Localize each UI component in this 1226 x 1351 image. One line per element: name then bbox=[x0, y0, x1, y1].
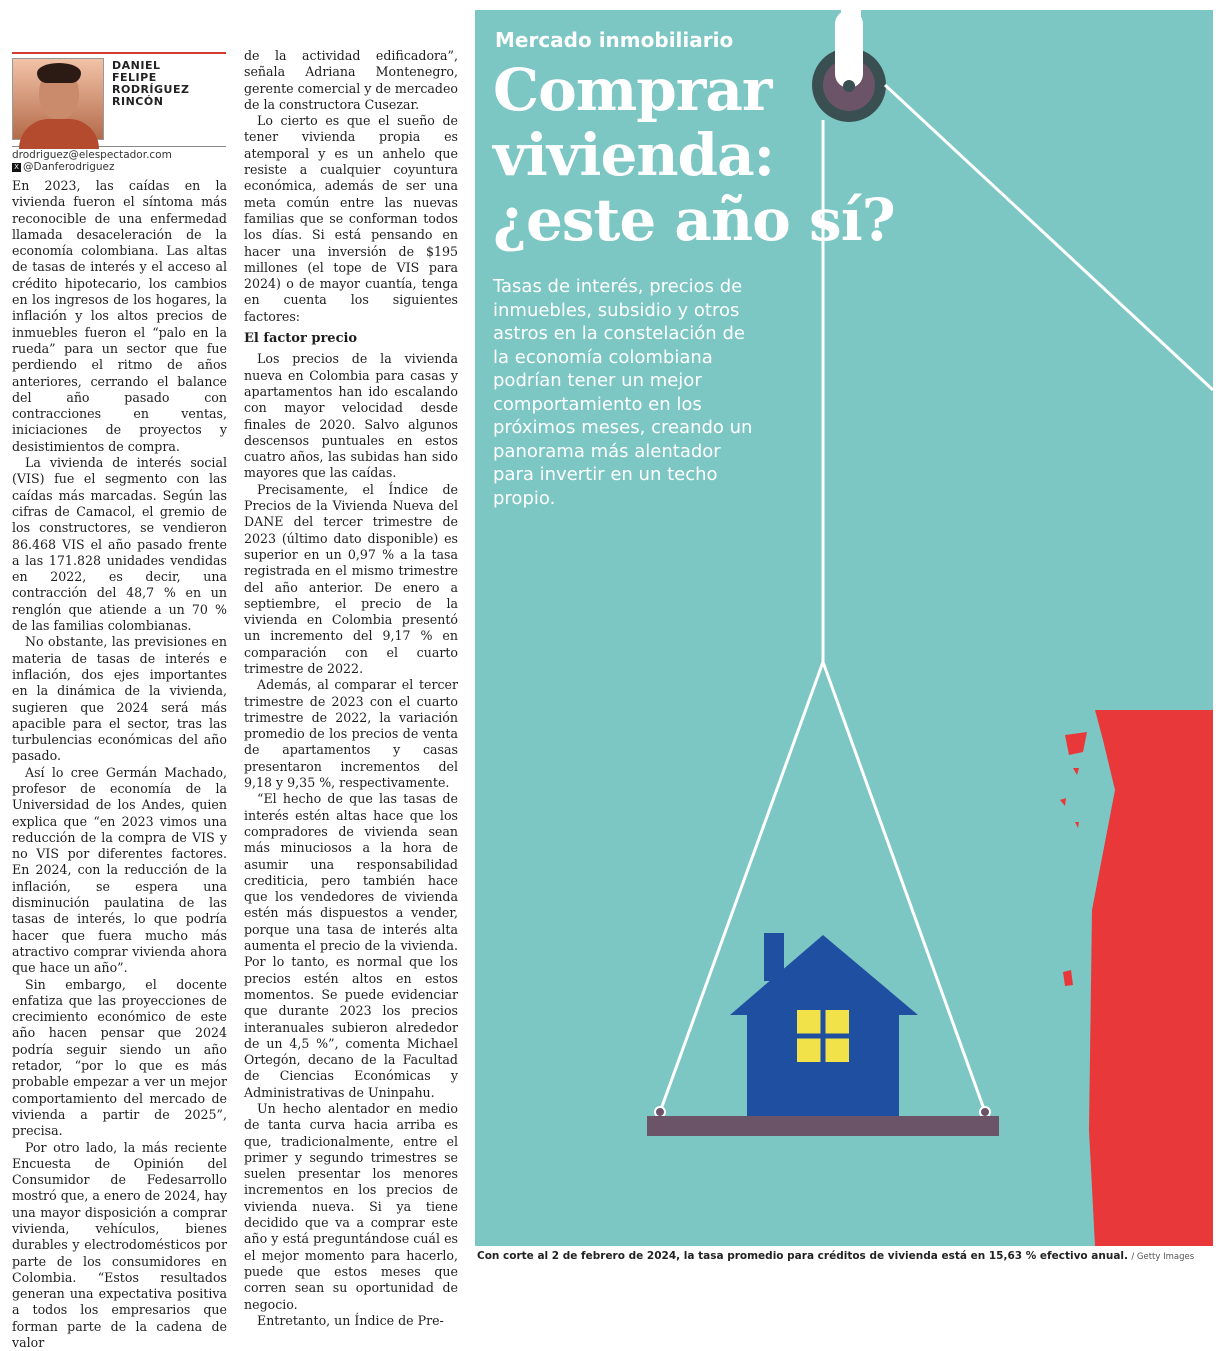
author-photo bbox=[12, 58, 104, 140]
author-box bbox=[12, 52, 226, 173]
photo-credit: / Getty Images bbox=[1131, 1252, 1195, 1262]
paragraph: Lo cierto es que el sueño de tener vivienda propia es atemporal y es un anhelo que resiste a cualquier coyuntura económica, además de ser una meta común entre las nuevas familias que se conforman todos los días. Si está pensando en hacer una inversión de $195 millones (el tope de VIS para 2024) o de mayor cuantía, tenga en cuenta los siguientes factores: bbox=[244, 113, 458, 324]
author-name: DANIEL FELIPE RODRÍGUEZ RINCÓN bbox=[112, 59, 190, 108]
paragraph: Por otro lado, la más reciente Encuesta de Opinión del Consumidor de Fedesarrollo mostró que, a enero de 2024, hay una mayor disposición a comprar vivienda, vehículos, bienes durables y electrodomésticos por parte de los consumidores en Colombia. “Estos resultados generan una expectativa positiva a todos los empresarios que forman parte de la cadena de valor bbox=[12, 1139, 227, 1351]
paragraph: No obstante, las previsiones en materia de tasas de interés e inflación, dos ejes importantes en la dinámica de la vivienda, sugieren que 2024 será más apacible para el sector, tras las turbulencias económicas del año pasado. bbox=[12, 634, 227, 764]
paragraph: “El hecho de que las tasas de interés estén altas hace que los compradores de vivienda sean más minuciosos a la hora de asumir una responsabilidad crediticia, pero también hace que los vendedores de vivienda estén más dispuestos a vender, porque una tasa de interés alta aumenta el precio de la vivienda. Por lo tanto, es normal que los precios estén altos en estos momentos. Se puede evidenciar que durante 2023 los precios interanuales subieron alrededor de un 4,5 %”, comenta Michael Ortegón, decano de la Facultad de Ciencias Económicas y Administrativas de Uninpahu. bbox=[244, 791, 458, 1100]
paragraph: En 2023, las caídas en la vivienda fueron el síntoma más reconocible de una enfermedad llamada desaceleración de la economía colombiana. Las altas de tasas de interés y el acceso al crédito hipotecario, los cambios en los ingresos de los hogares, la inflación y los altos precios de inmuebles fueron el “palo en la rueda” para un sector que fue perdiendo el ritmo de años anteriores, cerrando el balance del año pasado con contracciones en ventas, iniciaciones de proyectos y desistimientos de compra. bbox=[12, 178, 227, 454]
deck-summary: Tasas de interés, precios de inmuebles, subsidio y otros astros en la constelación de la economía colombiana podrían tener un mejor comportamiento en los próximos meses, creando un panorama más alentador para invertir en un techo propio. bbox=[493, 276, 753, 509]
feature-illustration bbox=[475, 10, 1213, 1246]
swing-board bbox=[647, 1116, 999, 1136]
caption-text: Con corte al 2 de febrero de 2024, la tasa promedio para créditos de vivienda está en 15,63 % efectivo anual. bbox=[477, 1250, 1128, 1262]
article-column-2 bbox=[244, 48, 458, 1328]
diagonal-rope bbox=[885, 85, 1213, 390]
house-roof bbox=[730, 935, 918, 1015]
paragraph: Precisamente, el Índice de Precios de la Vivienda Nueva del DANE del tercer trimestre de 2023 (último dato disponible) es superior en un 0,97 % a la tasa registrada en el mismo trimestre del año anterior. De enero a septiembre, el precio de la vivienda en Colombia presentó un incremento del 9,17 % en comparación con el cuarto trimestre de 2022. bbox=[244, 481, 458, 676]
paragraph: de la actividad edificadora”, señala Adriana Montenegro, gerente comercial y de mercadeo de la constructora Cusezar. bbox=[244, 48, 458, 112]
section-label: Mercado inmobiliario bbox=[495, 28, 734, 52]
paragraph: Sin embargo, el docente enfatiza que las proyecciones de crecimiento económico de este año hacen pensar que 2024 podría seguir siendo un año retador, “por lo que es más probable empezar a ver un mejor comportamiento del mercado de vivienda a partir de 2025”, precisa. bbox=[12, 976, 227, 1139]
headline: Comprar vivienda: ¿este año sí? bbox=[493, 56, 895, 254]
paragraph: Los precios de la vivienda nueva en Colombia para casas y apartamentos han ido escalando con mayor velocidad desde finales de 2020. Salvo algunos descensos puntuales en estos cuatro años, las subidas han sido mayores que las caídas. bbox=[244, 351, 458, 481]
paragraph: La vivienda de interés social (VIS) fue el segmento con las caídas más marcadas. Según las cifras de Camacol, el gremio de los constructores, se vendieron 86.468 VIS el año pasado frente a las 171.828 unidades vendidas en 2022, es decir, una contracción del 48,7 % en un renglón que atiende a un 70 % de las familias colombianas. bbox=[12, 455, 227, 634]
paragraph: Un hecho alentador en medio de tanta curva hacia arriba es que, tradicionalmente, entre el primer y segundo trimestres se suelen presentar los menores incrementos en los precios de vivienda nueva. Si ya tiene decidido que va a comprar este año y está preguntándose cuál es el mejor momento para hacerlo, puede que estos meses que corren sean su oportunidad de negocio. bbox=[244, 1101, 458, 1312]
photo-caption bbox=[477, 1249, 1217, 1264]
author-x-handle[interactable]: @Danferodriguez bbox=[23, 161, 115, 173]
author-email[interactable]: drodriguez@elespectador.com bbox=[12, 149, 172, 161]
subheading: El factor precio bbox=[244, 331, 358, 347]
paragraph: Entretanto, un Índice de Pre- bbox=[257, 1312, 444, 1328]
author-contact bbox=[12, 146, 226, 173]
paragraph: Así lo cree Germán Machado, profesor de economía de la Universidad de los Andes, quien explica que “en 2023 vimos una reducción de la compra de VIS y no VIS por diferentes factores. En 2024, con la reducción de la inflación, se espera una disminución paulatina de las tasas de interés, lo que podría hacer que fuera mucho más atractivo comprar vivienda ahora que hace un año”. bbox=[12, 764, 227, 976]
paragraph: Además, al comparar el tercer trimestre de 2023 con el cuarto trimestre de 2022, la variación promedio de los precios de venta de apartamentos y casas presentaron incrementos del 9,18 y 9,35 %, respectivamente. bbox=[244, 677, 458, 791]
article-column-1 bbox=[12, 178, 227, 1351]
red-cliff bbox=[1089, 710, 1213, 1246]
x-logo-icon: X bbox=[12, 163, 21, 172]
